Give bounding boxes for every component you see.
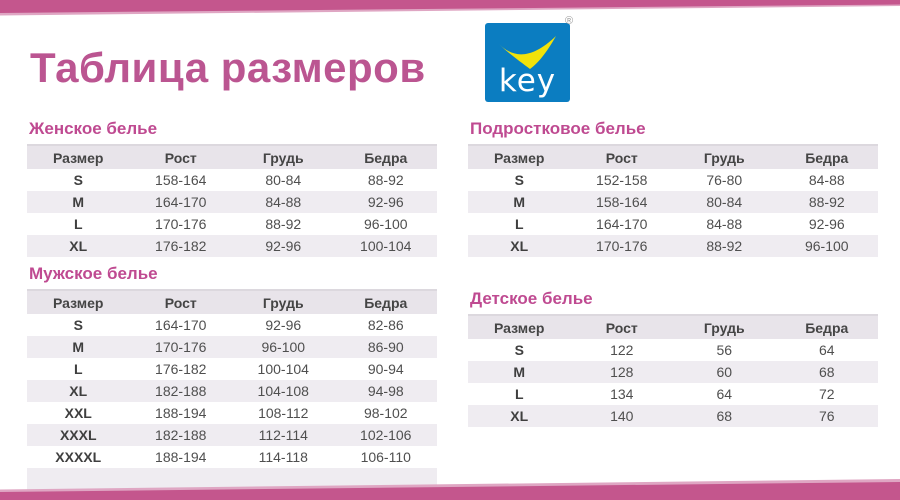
measure-cell: 76-80 bbox=[706, 172, 743, 188]
measure-cell: 108-112 bbox=[258, 405, 309, 421]
size-cell: XL bbox=[510, 238, 529, 254]
measure-cell: 88-92 bbox=[808, 194, 845, 210]
measure-cell: 170-176 bbox=[155, 216, 207, 232]
measure-cell: 170-176 bbox=[155, 339, 207, 355]
measure-cell: 56 bbox=[716, 342, 733, 358]
column-header-chest: Грудь bbox=[673, 145, 776, 169]
measure-cell: 100-104 bbox=[257, 361, 309, 377]
table-row bbox=[27, 380, 437, 402]
bottom-decorative-band bbox=[0, 474, 900, 500]
measure-cell: 86-90 bbox=[367, 339, 404, 355]
measure-cell: 182-188 bbox=[155, 427, 207, 443]
table-row bbox=[468, 235, 878, 257]
table-row bbox=[468, 383, 878, 405]
measure-cell: 96-100 bbox=[804, 238, 849, 254]
measure-cell: 182-188 bbox=[155, 383, 207, 399]
size-cell: M bbox=[72, 339, 85, 355]
table-header-row bbox=[468, 145, 878, 169]
measure-cell: 88-92 bbox=[706, 238, 743, 254]
measure-cell: 106-110 bbox=[360, 449, 411, 465]
measure-cell: 140 bbox=[610, 408, 634, 424]
table-header-row bbox=[27, 145, 437, 169]
measure-cell: 92-96 bbox=[808, 216, 845, 232]
measure-cell: 96-100 bbox=[363, 216, 408, 232]
brand-logo bbox=[485, 15, 574, 102]
size-cell: S bbox=[514, 342, 524, 358]
column-header-hips: Бедра bbox=[776, 315, 879, 339]
measure-cell: 102-106 bbox=[360, 427, 412, 443]
measure-cell: 122 bbox=[610, 342, 634, 358]
size-cell: XL bbox=[69, 238, 88, 254]
measure-cell: 88-92 bbox=[265, 216, 302, 232]
teens-size-table bbox=[468, 144, 878, 257]
table-row bbox=[468, 191, 878, 213]
column-header-chest: Грудь bbox=[232, 145, 335, 169]
column-header-size: Размер bbox=[468, 145, 571, 169]
column-header-height: Рост bbox=[130, 145, 233, 169]
measure-cell: 82-86 bbox=[367, 317, 404, 333]
men-size-table bbox=[27, 289, 437, 490]
size-cell: XXXXL bbox=[55, 449, 102, 465]
women-size-table bbox=[27, 144, 437, 257]
measure-cell: 176-182 bbox=[155, 238, 207, 254]
measure-cell: 152-158 bbox=[596, 172, 648, 188]
table-row bbox=[468, 169, 878, 191]
table-header-row bbox=[27, 290, 437, 314]
measure-cell: 94-98 bbox=[367, 383, 404, 399]
logo-wordmark: key bbox=[498, 63, 557, 99]
table-row bbox=[27, 314, 437, 336]
women-section-heading: Женское белье bbox=[29, 119, 158, 138]
measure-cell: 92-96 bbox=[265, 317, 302, 333]
measure-cell: 92-96 bbox=[367, 194, 404, 210]
size-cell: L bbox=[514, 386, 524, 402]
size-cell: XXL bbox=[64, 405, 92, 421]
kids-section-heading: Детское белье bbox=[470, 289, 593, 308]
measure-cell: 164-170 bbox=[596, 216, 648, 232]
measure-cell: 164-170 bbox=[155, 317, 207, 333]
measure-cell: 158-164 bbox=[155, 172, 207, 188]
measure-cell: 84-88 bbox=[706, 216, 743, 232]
size-cell: XXXL bbox=[59, 427, 97, 443]
measure-cell: 72 bbox=[818, 386, 835, 402]
measure-cell: 100-104 bbox=[360, 238, 412, 254]
measure-cell: 114-118 bbox=[258, 449, 308, 465]
teens-section-heading: Подростковое белье bbox=[470, 119, 646, 138]
measure-cell: 188-194 bbox=[155, 449, 207, 465]
table-row bbox=[468, 405, 878, 427]
size-cell: M bbox=[513, 194, 526, 210]
table-row bbox=[27, 169, 437, 191]
measure-cell: 64 bbox=[818, 342, 835, 358]
measure-cell: 80-84 bbox=[265, 172, 302, 188]
table-row bbox=[27, 358, 437, 380]
measure-cell: 68 bbox=[818, 364, 835, 380]
section-teens bbox=[468, 119, 878, 257]
column-header-size: Размер bbox=[27, 290, 130, 314]
table-row bbox=[27, 446, 437, 468]
key-logo-icon bbox=[485, 23, 570, 102]
measure-cell: 90-94 bbox=[367, 361, 404, 377]
section-men bbox=[27, 264, 437, 490]
right-column bbox=[468, 119, 878, 427]
measure-cell: 60 bbox=[716, 364, 733, 380]
table-row bbox=[27, 191, 437, 213]
size-cell: S bbox=[514, 172, 524, 188]
registered-trademark: ® bbox=[565, 15, 574, 27]
column-header-hips: Бедра bbox=[776, 145, 879, 169]
measure-cell: 68 bbox=[716, 408, 733, 424]
measure-cell: 84-88 bbox=[265, 194, 302, 210]
table-header-row bbox=[468, 315, 878, 339]
size-cell: M bbox=[513, 364, 526, 380]
measure-cell: 164-170 bbox=[155, 194, 207, 210]
size-cell: M bbox=[72, 194, 85, 210]
measure-cell: 170-176 bbox=[596, 238, 648, 254]
column-header-size: Размер bbox=[468, 315, 571, 339]
kids-size-table bbox=[468, 314, 878, 427]
table-row bbox=[27, 235, 437, 257]
column-header-hips: Бедра bbox=[335, 290, 438, 314]
measure-cell: 158-164 bbox=[596, 194, 648, 210]
measure-cell: 188-194 bbox=[155, 405, 207, 421]
column-header-hips: Бедра bbox=[335, 145, 438, 169]
measure-cell: 92-96 bbox=[265, 238, 302, 254]
column-header-height: Рост bbox=[130, 290, 233, 314]
top-decorative-band bbox=[0, 0, 900, 20]
measure-cell: 76 bbox=[818, 408, 835, 424]
size-cell: L bbox=[73, 216, 83, 232]
table-row bbox=[468, 361, 878, 383]
column-header-size: Размер bbox=[27, 145, 130, 169]
size-cell: XL bbox=[69, 383, 88, 399]
size-cell: L bbox=[514, 216, 524, 232]
measure-cell: 96-100 bbox=[261, 339, 306, 355]
column-header-chest: Грудь bbox=[232, 290, 335, 314]
measure-cell: 176-182 bbox=[155, 361, 207, 377]
men-section-heading: Мужское белье bbox=[29, 264, 158, 283]
table-row bbox=[468, 213, 878, 235]
section-kids bbox=[468, 289, 878, 427]
size-cell: S bbox=[73, 317, 83, 333]
size-cell: S bbox=[73, 172, 83, 188]
column-header-height: Рост bbox=[571, 145, 674, 169]
measure-cell: 134 bbox=[610, 386, 634, 402]
size-cell: XL bbox=[510, 408, 529, 424]
column-header-chest: Грудь bbox=[673, 315, 776, 339]
measure-cell: 84-88 bbox=[808, 172, 845, 188]
section-women bbox=[27, 119, 437, 257]
table-row bbox=[468, 339, 878, 361]
measure-cell: 80-84 bbox=[706, 194, 743, 210]
table-row bbox=[27, 424, 437, 446]
measure-cell: 88-92 bbox=[367, 172, 404, 188]
measure-cell: 98-102 bbox=[363, 405, 408, 421]
size-cell: L bbox=[73, 361, 83, 377]
page-title: Таблица размеров bbox=[30, 44, 426, 91]
measure-cell: 128 bbox=[610, 364, 634, 380]
measure-cell: 64 bbox=[716, 386, 733, 402]
left-column bbox=[27, 119, 437, 490]
measure-cell: 104-108 bbox=[257, 383, 309, 399]
table-row bbox=[27, 402, 437, 424]
table-row bbox=[27, 213, 437, 235]
column-header-height: Рост bbox=[571, 315, 674, 339]
measure-cell: 112-114 bbox=[258, 427, 308, 443]
table-row bbox=[27, 336, 437, 358]
